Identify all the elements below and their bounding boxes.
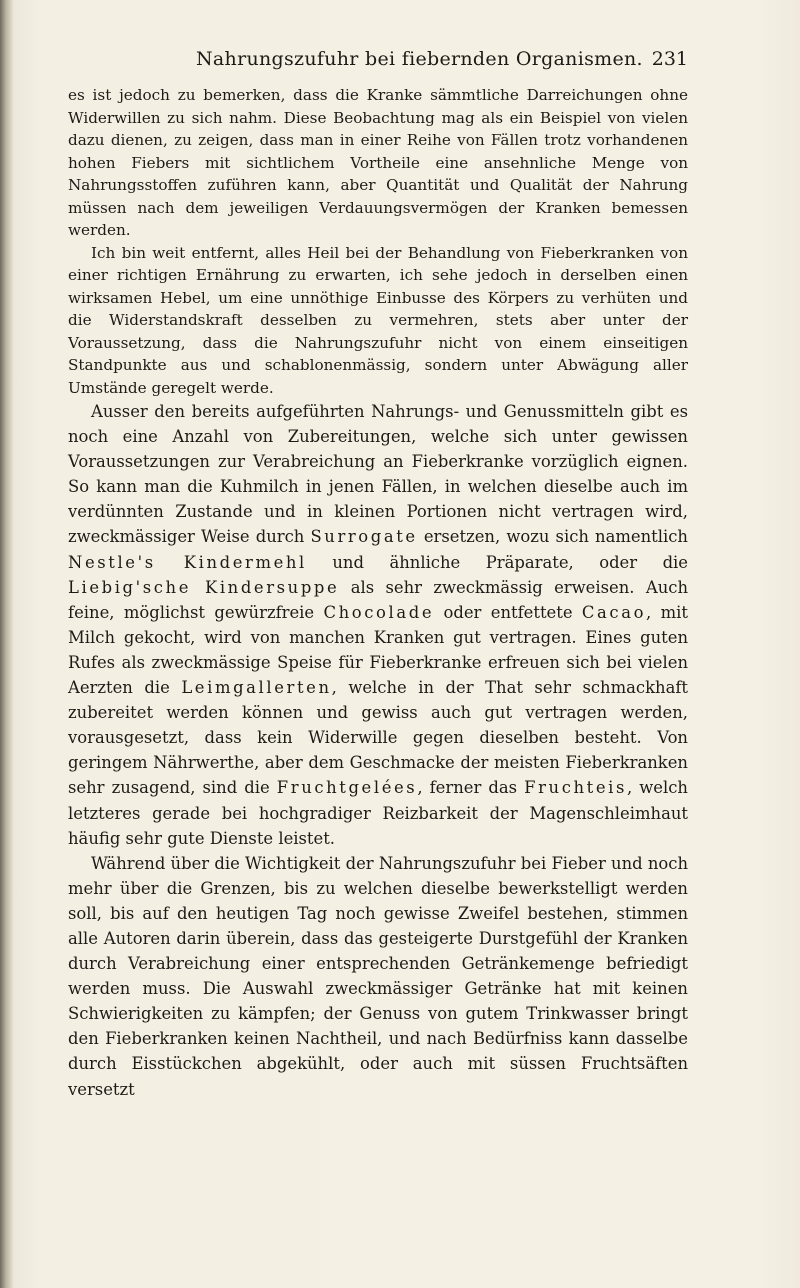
text-run: als sehr zweckmässig erweisen. Auch feine, möglichst gewürzfreie — [68, 577, 688, 622]
page-header — [68, 48, 688, 78]
paragraph-1: es ist jedoch zu bemerken, dass die Kranke sämmtliche Darreichungen ohne Widerwillen zu sich nahm. Diese Beobachtung mag als ein Beispiel von vielen dazu dienen, zu zeigen, dass man in einer Reihe von Fällen trotz vorhandenen hohen Fiebers mit sichtlichem Vortheile eine ansehnliche Menge von Nahrungsstoffen zuführen kann, aber Quantität und Qualität der Nahrung müssen nach dem jeweiligen Verdauungsvermögen der Kranken bemessen werden. — [68, 86, 688, 239]
body-text — [68, 84, 688, 1102]
paragraph-2: Ich bin weit entfernt, alles Heil bei der Behandlung von Fieberkranken von einer richtigen Ernährung zu erwarten, ich sehe jedoch in derselben einen wirksamen Hebel, um eine unnöthige Einbusse des Körpers zu verhüten und die Widerstandskraft desselben zu vermehren, stets aber unter der Voraussetzung, dass die Nahrungszufuhr nicht von einem einseitigen Standpunkte aus und schablonenmässig, sondern unter Abwägung aller Umstände geregelt werde. — [68, 243, 688, 397]
emphasis-nestle-kindermehl: Nestle's Kindermehl — [68, 552, 307, 572]
emphasis-fruchteis: Fruchteis — [524, 778, 627, 798]
text-run: ersetzen, wozu sich namentlich — [417, 527, 688, 547]
emphasis-leimgallerten: Leimgallerten — [181, 678, 332, 698]
text-run: Ausser den bereits aufgeführten Nahrungs- und Genussmitteln gibt es noch eine Anzahl von Zubereitungen, welche sich unter gewissen Voraussetzungen zur Verabreichung an Fieberkranke vorzüglich eignen. So kann man die Kuhmilch in jenen Fällen, in welchen dieselbe auch im verdünnten Zustande und in kleinen Portionen nicht vertragen wird, zweckmässiger Weise durch — [68, 402, 688, 547]
text-run: , welch letzteres gerade bei hochgradiger Reizbarkeit der Magenschleimhaut häufig sehr gute Dienste leistet. — [68, 778, 688, 848]
emphasis-cacao: Cacao — [581, 602, 647, 622]
paragraph-3 — [68, 399, 688, 851]
text-run: und ähnliche Präparate, oder die — [306, 552, 688, 572]
small-print-block — [68, 84, 688, 399]
large-print-block — [68, 399, 688, 1102]
emphasis-chocolade: Chocolade — [323, 602, 435, 622]
emphasis-liebig-kindersuppe: Liebig'sche Kindersuppe — [68, 577, 340, 597]
emphasis-surrogate: Surrogate — [310, 527, 418, 547]
emphasis-fruchtgelees: Fruchtgelées — [276, 778, 418, 798]
text-run: oder entfettete — [434, 602, 582, 622]
page-number: 231 — [651, 48, 688, 70]
text-run: , ferner das — [417, 778, 525, 798]
binding-shadow — [0, 0, 14, 1288]
paragraph-4: Während über die Wichtigkeit der Nahrungszufuhr bei Fieber und noch mehr über die Grenzen, bis zu welchen dieselbe bewerkstelligt werden soll, bis auf den heutigen Tag noch gewisse Zweifel bestehen, stimmen alle Autoren darin überein, dass das gesteigerte Durstgefühl der Kranken durch Verabreichung einer entsprechenden Getränkemenge befriedigt werden muss. Die Auswahl zweckmässiger Getränke hat mit keinen Schwierigkeiten zu kämpfen; der Genuss von gutem Trinkwasser bringt den Fieberkranken keinen Nachtheil, und nach Bedürfniss kann dasselbe durch Eisstückchen abgekühlt, oder auch mit süssen Fruchtsäften versetzt — [68, 853, 688, 1099]
text-run: , mit Milch gekocht, wird von manchen Kranken gut vertragen. Eines guten Rufes als zweckmässige Speise für Fieberkranke erfreuen sich bei vielen Aerzten die — [68, 602, 688, 698]
text-run: , welche in der That sehr schmackhaft zubereitet werden können und gewiss auch gut vertragen werden, vorausgesetzt, dass kein Widerwille gegen dieselben besteht. Von geringem Nährwerthe, aber dem Geschmacke der meisten Fieberkranken sehr zusagend, sind die — [68, 678, 688, 798]
running-title: Nahrungszufuhr bei fiebernden Organismen. — [196, 48, 643, 70]
